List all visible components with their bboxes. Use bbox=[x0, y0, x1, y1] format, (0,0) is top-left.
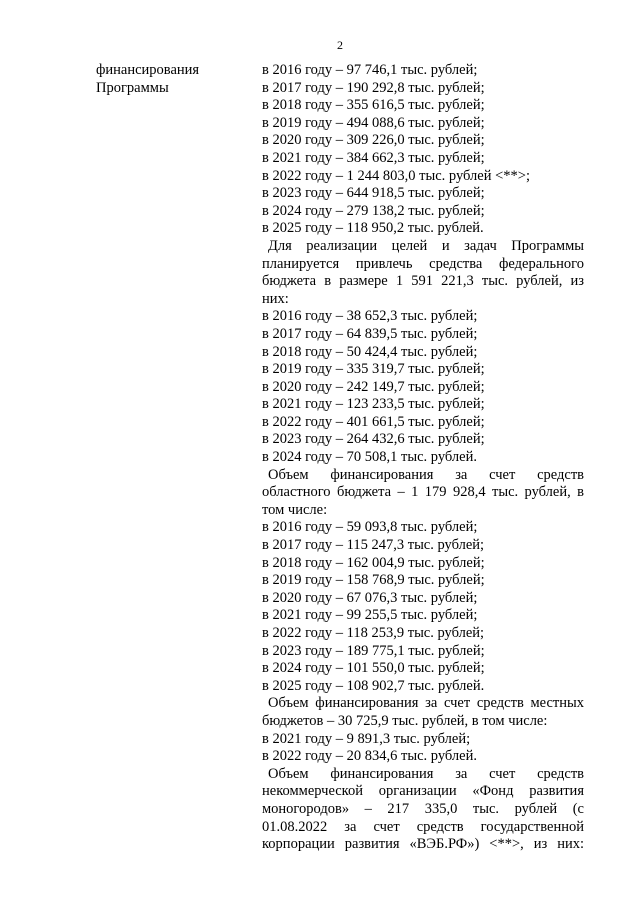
local-funding-item: в 2021 году – 9 891,3 тыс. рублей; bbox=[262, 730, 471, 747]
regional-funding-item: в 2021 году – 99 255,5 тыс. рублей; bbox=[262, 607, 478, 624]
paragraph-line: Объем финансирования за счет средств местных bbox=[268, 695, 584, 712]
paragraph-line: корпорации развития «ВЭБ.РФ») <**>, из них: bbox=[262, 836, 584, 853]
federal-funding-item: в 2019 году – 335 319,7 тыс. рублей; bbox=[262, 361, 485, 378]
total-funding-item: в 2022 году – 1 244 803,0 тыс. рублей <**>; bbox=[262, 167, 530, 184]
paragraph-line: бюджета в размере 1 591 221,3 тыс. рублей, из bbox=[262, 273, 584, 290]
paragraph-line: бюджетов – 30 725,9 тыс. рублей, в том числе: bbox=[262, 712, 548, 729]
total-funding-item: в 2024 году – 279 138,2 тыс. рублей; bbox=[262, 202, 485, 219]
total-funding-item: в 2023 году – 644 918,5 тыс. рублей; bbox=[262, 185, 485, 202]
federal-funding-item: в 2020 году – 242 149,7 тыс. рублей; bbox=[262, 378, 485, 395]
regional-funding-item: в 2024 году – 101 550,0 тыс. рублей; bbox=[262, 660, 485, 677]
regional-funding-item: в 2025 году – 108 902,7 тыс. рублей. bbox=[262, 677, 485, 694]
federal-funding-paragraph bbox=[262, 238, 584, 308]
total-funding-item: в 2018 году – 355 616,5 тыс. рублей; bbox=[262, 97, 485, 114]
regional-funding-paragraph bbox=[262, 467, 584, 520]
total-funding-item: в 2025 году – 118 950,2 тыс. рублей. bbox=[262, 220, 484, 237]
total-funding-list bbox=[262, 62, 584, 238]
local-funding-paragraph bbox=[262, 695, 584, 730]
paragraph-line: некоммерческой организации «Фонд развития bbox=[262, 783, 584, 800]
funding-details bbox=[262, 62, 584, 854]
paragraph-line: 01.08.2022 за счет средств государственной bbox=[262, 818, 584, 835]
paragraph-line: них: bbox=[262, 290, 289, 307]
regional-funding-item: в 2022 году – 118 253,9 тыс. рублей; bbox=[262, 625, 485, 641]
federal-funding-item: в 2018 году – 50 424,4 тыс. рублей; bbox=[262, 343, 478, 360]
paragraph-line: планируется привлечь средства федерального bbox=[262, 255, 584, 272]
parameter-label bbox=[96, 62, 246, 97]
federal-funding-item: в 2024 году – 70 508,1 тыс. рублей. bbox=[262, 449, 477, 466]
paragraph-line: Для реализации целей и задач Программы bbox=[268, 237, 584, 254]
fund-funding-paragraph bbox=[262, 766, 584, 854]
total-funding-item: в 2020 году – 309 226,0 тыс. рублей; bbox=[262, 132, 485, 149]
paragraph-line: Объем финансирования за счет средств bbox=[268, 765, 584, 782]
total-funding-item: в 2016 году – 97 746,1 тыс. рублей; bbox=[262, 62, 478, 78]
local-funding-item: в 2022 году – 20 834,6 тыс. рублей. bbox=[262, 748, 477, 765]
regional-funding-item: в 2020 году – 67 076,3 тыс. рублей; bbox=[262, 589, 478, 606]
federal-funding-item: в 2023 году – 264 432,6 тыс. рублей; bbox=[262, 431, 485, 448]
federal-funding-item: в 2017 году – 64 839,5 тыс. рублей; bbox=[262, 325, 478, 342]
local-funding-list bbox=[262, 731, 584, 766]
paragraph-line: моногородов» – 217 335,0 тыс. рублей (с bbox=[262, 800, 584, 817]
regional-funding-item: в 2019 году – 158 768,9 тыс. рублей; bbox=[262, 572, 485, 589]
regional-funding-item: в 2018 году – 162 004,9 тыс. рублей; bbox=[262, 554, 485, 571]
parameter-label-line: финансирования bbox=[96, 62, 200, 78]
federal-funding-item: в 2016 году – 38 652,3 тыс. рублей; bbox=[262, 308, 478, 325]
total-funding-item: в 2019 году – 494 088,6 тыс. рублей; bbox=[262, 114, 485, 131]
regional-funding-item: в 2016 году – 59 093,8 тыс. рублей; bbox=[262, 519, 478, 536]
federal-funding-item: в 2022 году – 401 661,5 тыс. рублей; bbox=[262, 413, 485, 430]
total-funding-item: в 2021 году – 384 662,3 тыс. рублей; bbox=[262, 149, 485, 166]
total-funding-item: в 2017 году – 190 292,8 тыс. рублей; bbox=[262, 79, 485, 96]
federal-funding-item: в 2021 году – 123 233,5 тыс. рублей; bbox=[262, 396, 485, 413]
paragraph-line: Объем финансирования за счет средств bbox=[268, 466, 584, 483]
regional-funding-item: в 2023 году – 189 775,1 тыс. рублей; bbox=[262, 642, 485, 659]
regional-funding-list bbox=[262, 519, 584, 695]
federal-funding-list bbox=[262, 308, 584, 466]
parameter-label-line: Программы bbox=[96, 79, 169, 96]
page-number: 2 bbox=[337, 38, 343, 52]
paragraph-line: областного бюджета – 1 179 928,4 тыс. рублей, в bbox=[262, 484, 584, 501]
regional-funding-item: в 2017 году – 115 247,3 тыс. рублей; bbox=[262, 537, 485, 554]
paragraph-line: том числе: bbox=[262, 501, 328, 518]
